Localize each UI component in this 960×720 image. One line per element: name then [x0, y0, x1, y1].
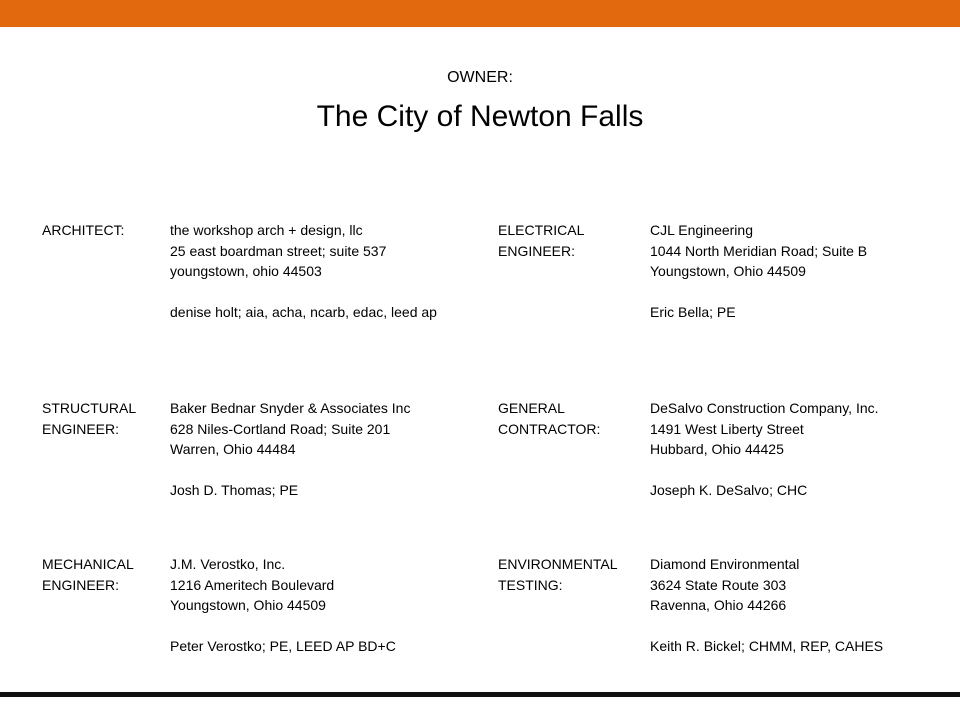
role-line: CONTRACTOR:	[498, 420, 601, 437]
city-line: Warren, Ohio 44484	[170, 441, 296, 457]
city-line: youngstown, ohio 44503	[170, 263, 322, 279]
address-line: 628 Niles-Cortland Road; Suite 201	[170, 420, 391, 437]
bottom-rule	[0, 692, 960, 697]
owner-name: The City of Newton Falls	[316, 100, 644, 133]
city-line: Youngstown, Ohio 44509	[170, 597, 326, 613]
role-line: MECHANICAL	[42, 556, 134, 572]
contact-person: denise holt; aia, acha, ncarb, edac, leed ap	[170, 304, 437, 320]
company-name: the workshop arch + design, llc	[170, 222, 363, 238]
company-name: J.M. Verostko, Inc.	[170, 556, 286, 572]
city-line: Youngstown, Ohio 44509	[650, 263, 806, 279]
contact-person: Keith R. Bickel; CHMM, REP, CAHES	[650, 638, 884, 654]
contact-person: Peter Verostko; PE, LEED AP BD+C	[170, 638, 396, 654]
address-line: 1491 West Liberty Street	[650, 420, 804, 437]
role-line: GENERAL	[498, 400, 565, 416]
general-contractor-info	[650, 398, 879, 501]
electrical-engineer-info	[650, 220, 867, 323]
company-name: Baker Bednar Snyder & Associates Inc	[170, 400, 411, 416]
role-line: ENGINEER:	[42, 420, 120, 437]
city-line: Hubbard, Ohio 44425	[650, 441, 784, 457]
electrical-engineer-role	[498, 220, 584, 261]
contact-person: Eric Bella; PE	[650, 304, 736, 320]
address-line: 1216 Ameritech Boulevard	[170, 576, 335, 593]
role-line: ELECTRICAL	[498, 222, 585, 238]
role-line: ENGINEER:	[498, 242, 576, 259]
owner-label: OWNER:	[447, 69, 513, 86]
city-line: Ravenna, Ohio 44266	[650, 597, 787, 613]
architect-role	[42, 220, 124, 241]
general-contractor-role	[498, 398, 600, 439]
environmental-testing-info	[650, 554, 883, 657]
role-line: ARCHITECT:	[42, 222, 125, 238]
structural-engineer-role	[42, 398, 136, 439]
top-accent-bar	[0, 0, 960, 27]
structural-engineer-info	[170, 398, 410, 501]
address-line: 3624 State Route 303	[650, 576, 787, 593]
contact-person: Joseph K. DeSalvo; CHC	[650, 482, 808, 498]
role-line: TESTING:	[498, 576, 563, 593]
role-line: ENGINEER:	[42, 576, 120, 593]
address-line: 1044 North Meridian Road; Suite B	[650, 242, 868, 259]
contact-person: Josh D. Thomas; PE	[170, 482, 299, 498]
role-line: ENVIRONMENTAL	[498, 556, 618, 572]
environmental-testing-role	[498, 554, 618, 595]
role-line: STRUCTURAL	[42, 400, 137, 416]
mechanical-engineer-info	[170, 554, 396, 657]
company-name: DeSalvo Construction Company, Inc.	[650, 400, 879, 416]
address-line: 25 east boardman street; suite 537	[170, 242, 387, 259]
architect-info	[170, 220, 437, 323]
mechanical-engineer-role	[42, 554, 134, 595]
company-name: Diamond Environmental	[650, 556, 800, 572]
company-name: CJL Engineering	[650, 222, 753, 238]
